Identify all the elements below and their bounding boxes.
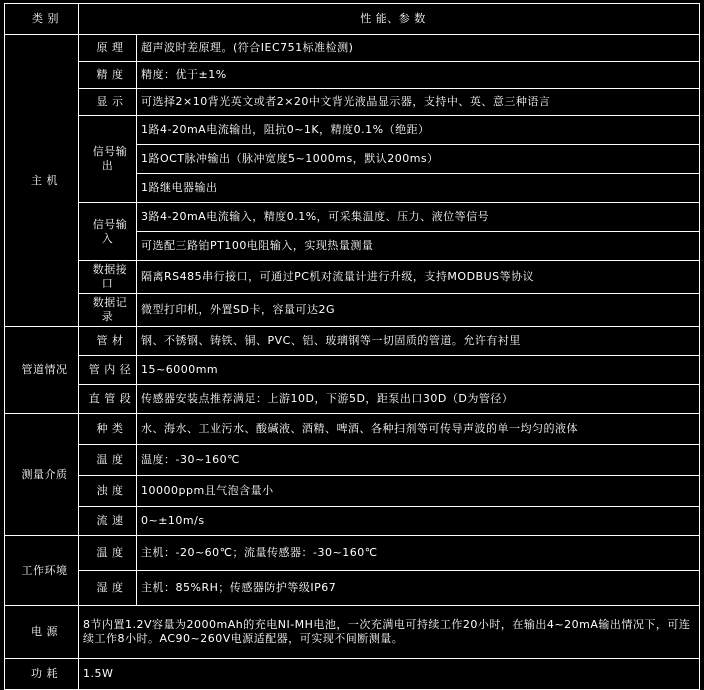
row-label: 湿 度 <box>79 571 137 606</box>
row-value: 隔离RS485串行接口，可通过PC机对流量计进行升级，支持MODBUS等协议 <box>137 261 700 294</box>
row-value: 超声波时差原理。(符合IEC751标准检测) <box>137 35 700 62</box>
row-value: 1路OCT脉冲输出（脉冲宽度5~1000ms，默认200ms） <box>137 145 700 174</box>
row-label: 温 度 <box>79 445 137 476</box>
table-row <box>5 414 700 445</box>
row-value: 主机：-20~60℃；流量传感器：-30~160℃ <box>137 536 700 571</box>
table-row <box>5 62 700 89</box>
row-value: 8节内置1.2V容量为2000mAh的充电NI-MH电池，一次充满电可持续工作20小时，在输出4~20mA输出情况下，可连续工作8小时。AC90~260V电源适配器，可实现不间断测量。 <box>79 606 700 659</box>
row-value: 0~±10m/s <box>137 507 700 536</box>
row-value: 1路继电器输出 <box>137 174 700 203</box>
row-value: 可选配三路铂PT100电阻输入，实现热量测量 <box>137 232 700 261</box>
table-header-row <box>5 4 700 35</box>
header-spec: 性 能、参 数 <box>79 4 700 35</box>
category-consumption: 功 耗 <box>5 659 79 690</box>
table-row <box>5 203 700 232</box>
table-row <box>5 571 700 606</box>
row-value: 水、海水、工业污水、酸碱液、酒精、啤酒、各种扫剂等可传导声波的单一均匀的液体 <box>137 414 700 445</box>
row-label: 精 度 <box>79 62 137 89</box>
row-label-signal-output: 信号输出 <box>79 116 137 203</box>
table-row <box>5 445 700 476</box>
table-row <box>5 606 700 659</box>
specification-table <box>4 3 700 690</box>
row-value: 可选择2×10背光英文或者2×20中文背光液晶显示器，支持中、英、意三种语言 <box>137 89 700 116</box>
category-host: 主 机 <box>5 35 79 327</box>
category-environment: 工作环境 <box>5 536 79 606</box>
table-row <box>5 507 700 536</box>
row-label: 种 类 <box>79 414 137 445</box>
row-label-signal-input: 信号输入 <box>79 203 137 261</box>
table-row <box>5 35 700 62</box>
table-row <box>5 327 700 356</box>
row-label: 流 速 <box>79 507 137 536</box>
header-category: 类 别 <box>5 4 79 35</box>
table-row <box>5 476 700 507</box>
category-power: 电 源 <box>5 606 79 659</box>
row-value: 3路4-20mA电流输入，精度0.1%，可采集温度、压力、液位等信号 <box>137 203 700 232</box>
table-row <box>5 385 700 414</box>
row-value: 钢、不锈钢、铸铁、铜、PVC、铝、玻璃钢等一切固质的管道。允许有衬里 <box>137 327 700 356</box>
table-row <box>5 261 700 294</box>
row-label: 数据接口 <box>79 261 137 294</box>
row-label: 温 度 <box>79 536 137 571</box>
table-row <box>5 294 700 327</box>
table-row <box>5 659 700 690</box>
row-label: 管 材 <box>79 327 137 356</box>
table-row <box>5 116 700 145</box>
category-pipe: 管道情况 <box>5 327 79 414</box>
row-value: 1.5W <box>79 659 700 690</box>
row-label: 显 示 <box>79 89 137 116</box>
category-medium: 测量介质 <box>5 414 79 536</box>
row-value: 15~6000mm <box>137 356 700 385</box>
row-value: 传感器安装点推荐满足：上游10D，下游5D，距泵出口30D（D为管径） <box>137 385 700 414</box>
table-row <box>5 89 700 116</box>
table-row <box>5 536 700 571</box>
row-label: 数据记录 <box>79 294 137 327</box>
row-label: 浊 度 <box>79 476 137 507</box>
row-value: 10000ppm且气泡含量小 <box>137 476 700 507</box>
row-label: 原 理 <box>79 35 137 62</box>
row-value: 微型打印机，外置SD卡，容量可达2G <box>137 294 700 327</box>
row-label: 直 管 段 <box>79 385 137 414</box>
row-value: 1路4-20mA电流输出，阻抗0~1K，精度0.1%（绝距） <box>137 116 700 145</box>
row-label: 管 内 径 <box>79 356 137 385</box>
row-value: 温度：-30~160℃ <box>137 445 700 476</box>
row-value: 精度：优于±1% <box>137 62 700 89</box>
row-value: 主机：85%RH；传感器防护等级IP67 <box>137 571 700 606</box>
table-row <box>5 356 700 385</box>
